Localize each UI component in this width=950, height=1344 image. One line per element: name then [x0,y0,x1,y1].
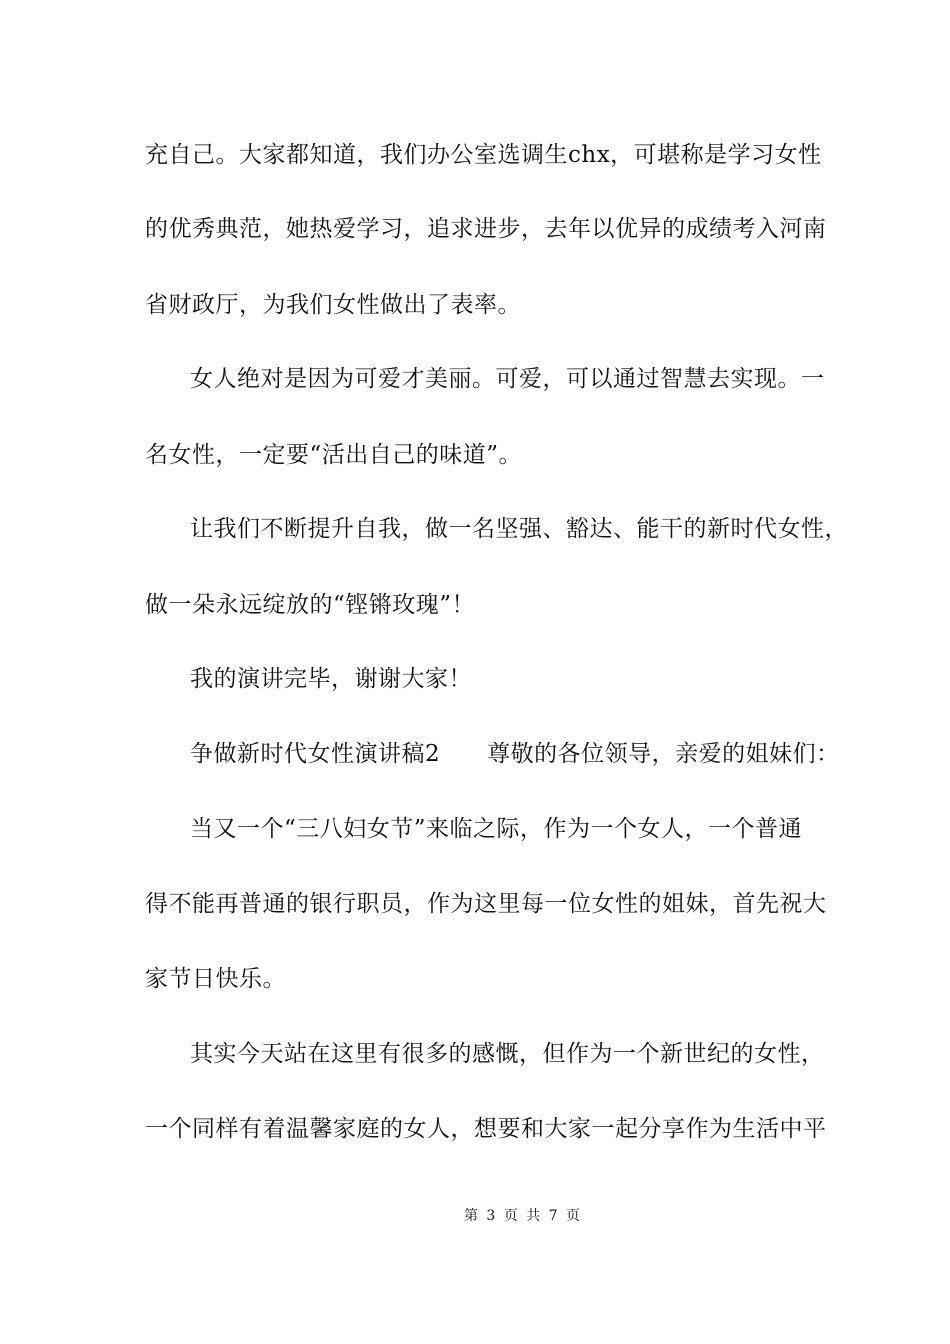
text-line-4: 女人绝对是因为可爱才美丽。可爱，可以通过智慧去实现。一 [190,366,825,392]
page-number-footer: 第 3 页 共 7 页 [463,1208,583,1224]
text-line-5: 名女性，一定要“活出自己的味道”。 [145,442,523,468]
text-line-3: 省财政厅，为我们女性做出了表率。 [145,292,521,318]
text-line-11: 得不能再普通的银行职员，作为这里每一位女性的姐妹，首先祝大 [145,891,827,917]
text-line-2: 的优秀典范，她热爱学习，追求进步，去年以优异的成绩考入河南 [145,216,827,242]
text-line-9: 争做新时代女性演讲稿2 尊敬的各位领导，亲爱的姐妹们： [190,741,840,767]
text-line-1: 充自己。大家都知道，我们办公室选调生chx，可堪称是学习女性 [145,142,822,168]
text-line-14: 一个同样有着温馨家庭的女人，想要和大家一起分享作为生活中平 [145,1116,827,1142]
text-line-6: 让我们不断提升自我，做一名坚强、豁达、能干的新时代女性， [190,516,848,542]
text-line-7: 做一朵永远绽放的“铿锵玫瑰”！ [145,592,476,618]
text-line-10: 当又一个“三八妇女节”来临之际，作为一个女人，一个普通 [190,816,803,842]
text-line-12: 家节日快乐。 [145,966,286,992]
text-line-8: 我的演讲完毕，谢谢大家！ [190,666,472,692]
text-line-13: 其实今天站在这里有很多的感慨，但作为一个新世纪的女性， [190,1041,825,1067]
